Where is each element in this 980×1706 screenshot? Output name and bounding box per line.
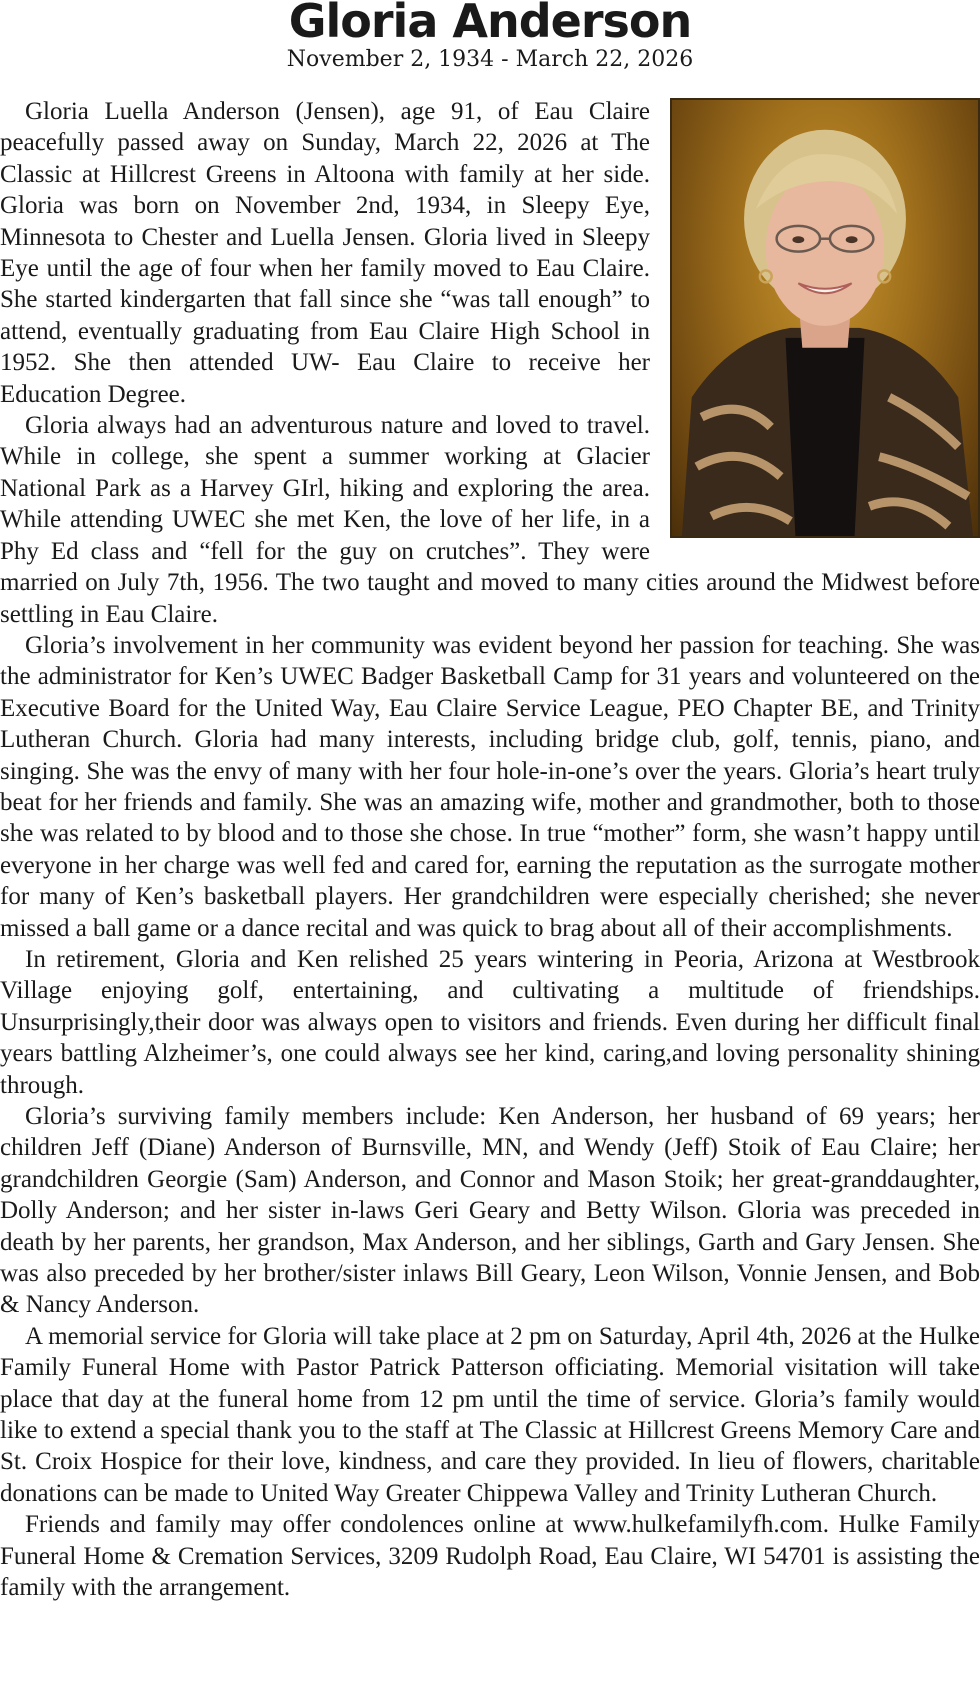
paragraph-early-life: Gloria Luella Anderson (Jensen), age 91, of Eau Claire peacefully passed away on Sunday, March 22, 2026 at The Classic at Hillcrest Greens in Altoona with family at her side. Gloria was born on November 2nd, 1934, in Sleepy Eye, Minnesota to Chester and Luella Jensen. Gloria lived in Sleepy Eye until the age of four when her family moved to Eau Claire. She started kindergarten that fall since she “was tall enough” to attend, eventually graduating from Eau Claire High School in 1952. She then attended UW- Eau Claire to receive her Education Degree.	[0, 98, 650, 408]
obituary-name: Gloria Anderson	[288, 0, 692, 48]
paragraph-family: Gloria’s surviving family members include: Ken Anderson, her husband of 69 years; her children Jeff (Diane) Anderson of Burnsville, MN, and Wendy (Jeff) Stoik of Eau Claire; her grandchildren Georgie (Sam) Anderson, and Connor and Mason Stoik; her great-granddaughter, Dolly Anderson; and her sister in-laws Geri Geary and Betty Wilson. Gloria was preceded in death by her parents, her grandson, Max Anderson, and her siblings, Garth and Gary Jensen. She was also preceded by her brother/sister inlaws Bill Geary, Leon Wilson, Vonnie Jensen, and Bob & Nancy Anderson.	[0, 1103, 980, 1319]
paragraph-service: A memorial service for Gloria will take place at 2 pm on Saturday, April 4th, 2026 at the Hulke Family Funeral Home with Pastor Patrick Patterson officiating. Memorial visitation will take place that day at the funeral home from 12 pm until the time of service. Gloria’s family would like to extend a special thank you to the staff at The Classic at Hillcrest Greens Memory Care and St. Croix Hospice for their love, kindness, and care they provided. In lieu of flowers, charitable donations can be made to United Way Greater Chippewa Valley and Trinity Lutheran Church.	[0, 1322, 980, 1507]
paragraph-marriage: Gloria always had an adventurous nature and loved to travel. While in college, she spent a summer working at Glacier National Park as a Harvey GIrl, hiking and exploring the area. While attending UWEC she met Ken, the love of her life, in a Phy Ed class and “fell for the guy on crutches”. They were married on July 7th, 1956. The two taught and moved to many cities around the Midwest before settling in Eau Claire.	[0, 412, 980, 628]
paragraph-condolences: Friends and family may offer condolences online at www.hulkefamilyfh.com. Hulke Family Funeral Home & Cremation Services, 3209 Rudolph Road, Eau Claire, WI 54701 is assisting the family with the arrangement.	[0, 1511, 980, 1602]
paragraph-retirement: In retirement, Gloria and Ken relished 25 years wintering in Peoria, Arizona at Westbrook Village enjoying golf, entertaining, and cultivating a multitude of friendships. Unsurprisingly,their door was always open to visitors and friends. Even during her difficult final years battling Alzheimer’s, one could always see her kind, caring,and loving personality shining through.	[0, 945, 980, 1099]
life-dates: November 2, 1934 - March 22, 2026	[286, 47, 694, 72]
obituary-body	[0, 96, 980, 1604]
portrait-icon	[672, 100, 978, 536]
portrait-photo	[670, 98, 980, 538]
paragraph-community: Gloria’s involvement in her community was evident beyond her passion for teaching. She was the administrator for Ken’s UWEC Badger Basketball Camp for 31 years and volunteered on the Executive Board for the United Way, Eau Claire Service League, PEO Chapter BE, and Trinity Lutheran Church. Gloria had many interests, including bridge club, golf, tennis, piano, and singing. She was the envy of many with her four hole-in-one’s over the years. Gloria’s heart truly beat for her friends and family. She was an amazing wife, mother and grandmother, both to those she was related to by blood and to those she chose. In true “mother” form, she wasn’t happy until everyone in her charge was well fed and cared for, earning the reputation as the surrogate mother for many of Ken’s basketball players. Her grandchildren were especially cherished; she never missed a ball game or a dance recital and was quick to brag about all of their accomplishments.	[0, 631, 980, 942]
